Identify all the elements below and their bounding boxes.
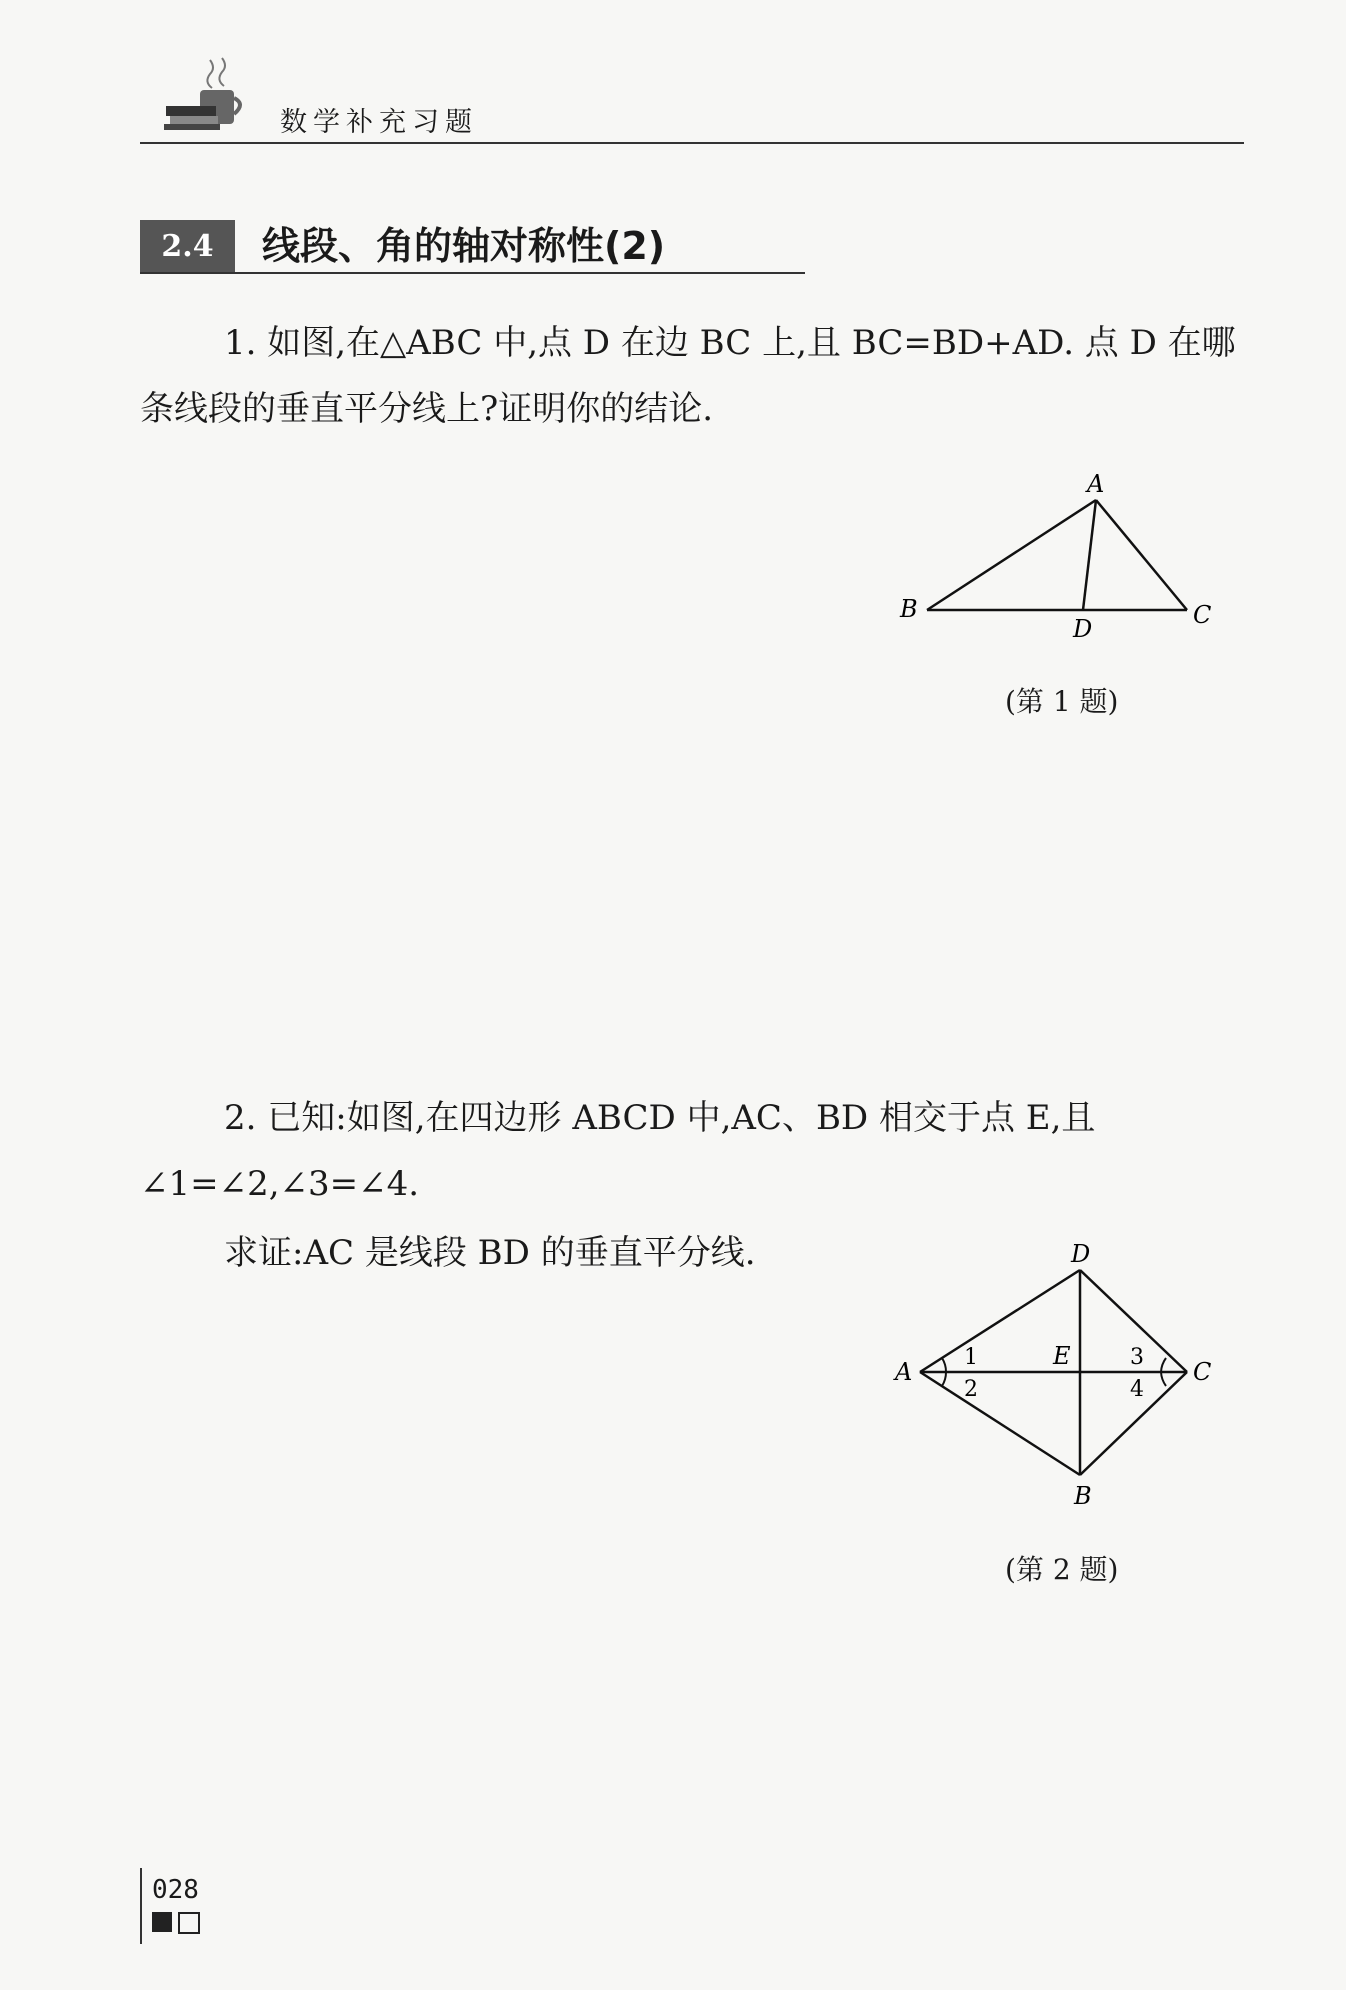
empty-square-icon	[178, 1912, 200, 1934]
problem-2-text: 2. 已知:如图,在四边形 ABCD 中,AC、BD 相交于点 E,且∠1=∠2,∠3=∠4.	[140, 1098, 1096, 1204]
section-divider	[140, 272, 805, 274]
fig2-angle-4: 4	[1130, 1377, 1144, 1402]
fig2-label-d: D	[1071, 1240, 1091, 1268]
fig2-label-b: B	[1074, 1482, 1092, 1510]
fig1-label-c: C	[1193, 601, 1212, 629]
section-number: 2.4	[140, 220, 235, 272]
fig2-label-c: C	[1193, 1358, 1212, 1386]
page-number-rule	[140, 1868, 142, 1944]
fig2-label-e: E	[1053, 1342, 1071, 1370]
problem-1-text: 1. 如图,在△ABC 中,点 D 在边 BC 上,且 BC=BD+AD. 点 D 在哪条线段的垂直平分线上?证明你的结论.	[140, 323, 1236, 429]
figure-1-caption: (第 1 题)	[1005, 685, 1119, 718]
book-title: 数学补充习题	[280, 107, 478, 138]
section-title: 线段、角的轴对称性(2)	[262, 224, 666, 268]
figure-1-triangle	[890, 465, 1240, 645]
fig1-label-d: D	[1073, 615, 1093, 643]
filled-square-icon	[152, 1912, 172, 1932]
figure-2-quadrilateral	[890, 1240, 1240, 1520]
books-and-cup-icon	[160, 50, 260, 130]
fig2-angle-2: 2	[964, 1377, 978, 1402]
fig2-angle-3: 3	[1130, 1345, 1144, 1370]
page-number: 028	[152, 1875, 199, 1905]
fig2-angle-1: 1	[964, 1345, 978, 1370]
fig1-label-b: B	[900, 595, 918, 623]
header-divider	[140, 142, 1244, 144]
fig1-label-a: A	[1087, 470, 1105, 498]
figure-2-caption: (第 2 题)	[1005, 1553, 1119, 1586]
fig2-label-a: A	[895, 1358, 913, 1386]
problem-2-prove: 求证:AC 是线段 BD 的垂直平分线.	[224, 1233, 756, 1273]
